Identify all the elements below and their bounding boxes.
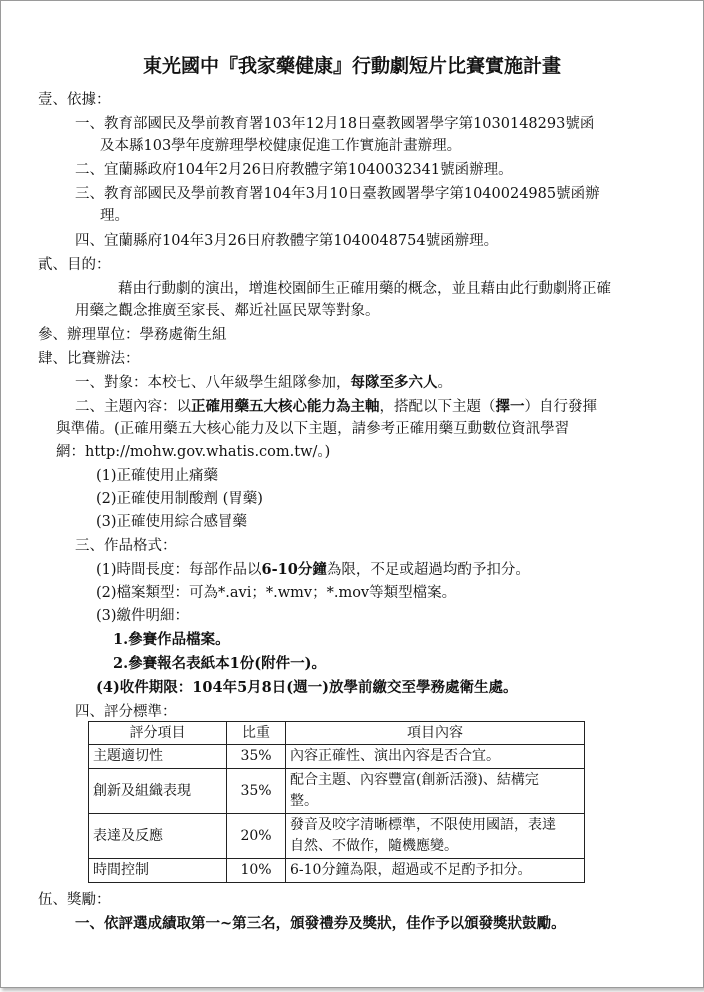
- s2-purpose-line-2: 用藥之觀念推廣至家長、鄰近社區民眾等對象。: [75, 303, 380, 319]
- table-cell: 創新及組織表現: [89, 769, 227, 814]
- table-cell: 35%: [227, 769, 286, 814]
- table-header-row: [89, 722, 585, 745]
- section-2-heading: 貳、目的：: [38, 257, 111, 273]
- table-header-item: 評分項目: [89, 722, 227, 745]
- s2-purpose-line-1: 藉由行動劇的演出，增進校園師生正確用藥的概念，並且藉由此行動劇將正確: [118, 281, 611, 297]
- section-3-heading: 參、辦理單位：學務處衛生組: [38, 327, 227, 343]
- s4-score-heading: 四、評分標準：: [75, 704, 177, 720]
- section-4-heading: 肆、比賽辦法：: [38, 351, 140, 367]
- table-cell: 時間控制: [89, 859, 227, 883]
- s4-format-heading: 三、作品格式：: [75, 538, 177, 554]
- s1-item-1-line-2: 及本縣103學年度辦理學校健康促進工作實施計畫辦理。: [100, 138, 462, 154]
- s4-theme-line-2: 與準備。(正確用藥五大核心能力及以下主題，請參考正確用藥互動數位資訊學習: [56, 421, 570, 437]
- table-row: [89, 745, 585, 769]
- section-5-heading: 伍、獎勵：: [38, 892, 111, 908]
- s4-theme-line-1: 二、主題內容：以正確用藥五大核心能力為主軸，搭配以下主題（擇一）自行發揮: [75, 398, 597, 415]
- s4-topic-2: (2)正確使用制酸劑 (胃藥): [96, 491, 263, 507]
- table-cell: 表達及反應: [89, 814, 227, 859]
- s4-submission-item-1: 1.參賽作品檔案。: [113, 631, 230, 648]
- s1-item-1-line-1: 一、教育部國民及學前教育署103年12月18日臺教國署學字第1030148293號函: [75, 116, 595, 132]
- s1-item-2: 二、宜蘭縣政府104年2月26日府教體字第1040032341號函辦理。: [75, 162, 513, 178]
- table-row: [89, 769, 585, 814]
- s4-deadline: (4)收件期限：104年5月8日(週一)放學前繳交至學務處衛生處。: [96, 679, 518, 696]
- table-cell: 配合主題、內容豐富(創新活潑)、結構完 整。: [286, 769, 585, 814]
- table-cell: 35%: [227, 745, 286, 769]
- section-1-heading: 壹、依據：: [38, 92, 111, 108]
- table-cell: 6-10分鐘為限，超過或不足酌予扣分。: [286, 859, 585, 883]
- s4-topic-3: (3)正確使用綜合感冒藥: [96, 514, 248, 530]
- document-title: 東光國中『我家藥健康』行動劇短片比賽實施計畫: [142, 55, 561, 77]
- s4-target: 一、對象：本校七、八年級學生組隊參加，每隊至多六人。: [75, 374, 452, 391]
- s4-format-filetype: (2)檔案類型：可為*.avi；*.wmv；*.mov等類型檔案。: [96, 585, 457, 601]
- s1-item-4: 四、宜蘭縣府104年3月26日府教體字第1040048754號函辦理。: [75, 233, 499, 249]
- s4-topic-1: (1)正確使用止痛藥: [96, 468, 219, 484]
- table-cell: 內容正確性、演出內容是否合宜。: [286, 745, 585, 769]
- s1-item-3-line-1: 三、教育部國民及學前教育署104年3月10日臺教國署學字第1040024985號函辦: [75, 186, 600, 202]
- s1-item-3-line-2: 理。: [100, 208, 129, 224]
- table-cell: 10%: [227, 859, 286, 883]
- table-row: [89, 814, 585, 859]
- s4-theme-line-3: 網：http://mohw.gov.whatis.com.tw/。): [56, 444, 331, 460]
- table-header-content: 項目內容: [286, 722, 585, 745]
- s4-submission-item-2: 2.參賽報名表紙本1份(附件一)。: [113, 655, 326, 672]
- table-cell: 20%: [227, 814, 286, 859]
- table-cell: 發音及咬字清晰標準，不限使用國語，表達 自然、不做作，隨機應變。: [286, 814, 585, 859]
- table-header-weight: 比重: [227, 722, 286, 745]
- table-cell: 主題適切性: [89, 745, 227, 769]
- scoring-table: [88, 721, 585, 883]
- s4-format-length: (1)時間長度：每部作品以6-10分鐘為限，不足或超過均酌予扣分。: [96, 561, 530, 578]
- s5-award-text: 一、依評選成績取第一~第三名，頒發禮券及獎狀，佳作予以頒發獎狀鼓勵。: [75, 915, 566, 932]
- table-row: [89, 859, 585, 883]
- s4-format-submission: (3)繳件明細：: [96, 608, 190, 624]
